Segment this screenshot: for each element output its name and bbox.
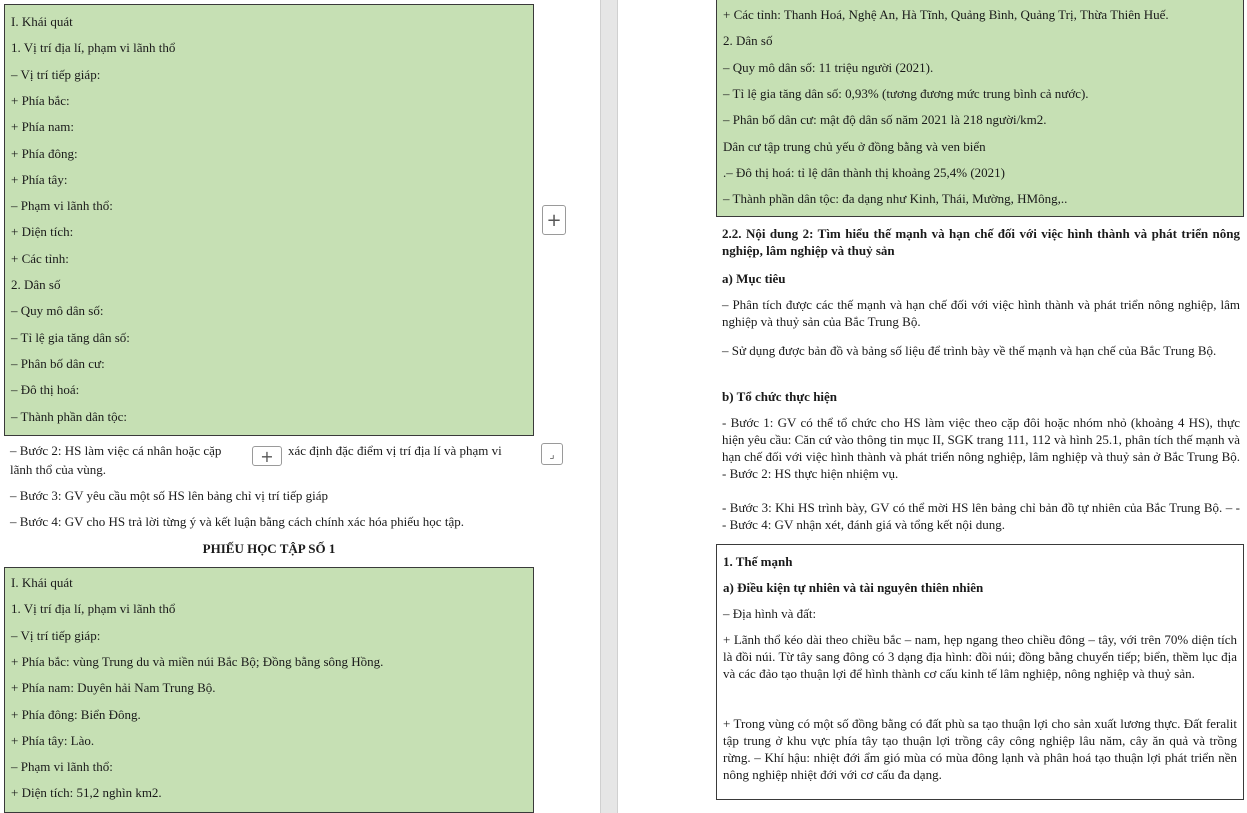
population-line: – Quy mô dân số: 11 triệu người (2021). [723,59,934,75]
strength-heading: 1. Thế mạnh [723,554,793,569]
worksheet-line: – Vị trí tiếp giáp: [11,66,101,82]
step4-text: – Bước 4: GV cho HS trả lời từng ý và kết luận bằng cách chính xác hóa phiếu học tập. [10,514,464,529]
plus-icon: + [546,209,562,231]
resize-icon: ⌟ [549,447,555,461]
insert-row-button[interactable] [252,446,282,466]
step2-text-a: – Bước 2: HS làm việc cá nhân hoặc cặp [10,443,222,458]
worksheet-line: – Tỉ lệ gia tăng dân số: [11,329,130,345]
worksheet-line: – Quy mô dân số: [11,303,104,319]
table-filled-worksheet[interactable] [4,567,534,813]
population-line: – Phân bố dân cư: mật độ dân số năm 2021 là 218 người/km2. [723,112,1047,128]
table-resize-handle[interactable] [541,443,563,465]
worksheet-line: I. Khái quát [11,14,73,29]
population-line: – Thành phần dân tộc: đa dạng như Kinh, Thái, Mường, HMông,.. [723,191,1068,207]
worksheet-line: + Diện tích: [11,224,74,240]
table-population-info[interactable] [716,0,1244,217]
worksheet-line: + Các tỉnh: [11,250,69,266]
worksheet-line: – Đô thị hoá: [11,382,80,398]
step2-text-c: lãnh thổ của vùng. [10,462,107,477]
organization-step1: - Bước 1: GV có thể tổ chức cho HS làm việc theo cặp đôi hoặc nhóm nhỏ (khoảng 4 HS), thực hiện yêu cầu: Căn cứ vào thông tin mục II, SGK trang 111, 112 và hình 25.1, phân tích thế mạnh và hạn chế đối với việc hình thành và phát triển nông nghiệp, lâm nghiệp và thuỷ sản ở Bắc Trung Bộ. - Bước 2: HS thực hiện nhiệm vụ. [722,415,1240,481]
objective-item-1: – Phân tích được các thế mạnh và hạn chế đối với việc hình thành và phát triển nông nghiệp, lâm nghiệp và thuỷ sản của Bắc Trung Bộ. [722,297,1240,329]
terrain-label: – Địa hình và đất: [723,606,817,621]
worksheet-title: PHIẾU HỌC TẬP SỐ 1 [202,541,336,556]
worksheet-line: – Phạm vi lãnh thổ: [11,759,113,775]
population-line: 2. Dân số [723,33,773,49]
strength-subheading: a) Điều kiện tự nhiên và tài nguyên thiên nhiên [723,580,984,595]
terrain-paragraph: + Lãnh thổ kéo dài theo chiều bắc – nam, hẹp ngang theo chiều đông – tây, với trên 70% diện tích là đồi núi. Từ tây sang đông có 3 dạng địa hình: đồi núi; đồng bằng chuyển tiếp; biển, thềm lục địa và các đảo tạo thuận lợi để hình thành cơ cấu kinh tế lâm nghiệp, nông nghiệp và thuỷ sản. [723,632,1237,681]
step3-text: – Bước 3: GV yêu cầu một số HS lên bảng chỉ vị trí tiếp giáp [10,488,329,503]
organization-heading: b) Tổ chức thực hiện [722,389,838,404]
plus-icon: + [260,446,274,466]
document-page-right [618,0,1247,813]
page-gutter [600,0,618,813]
population-line: Dân cư tập trung chủ yếu ở đồng bằng và ven biển [723,138,986,154]
worksheet-line: – Thành phần dân tộc: [11,408,128,424]
population-line: + Các tỉnh: Thanh Hoá, Nghệ An, Hà Tĩnh, Quảng Bình, Quảng Trị, Thừa Thiên Huế. [723,7,1169,22]
worksheet-line: + Phía nam: Duyên hải Nam Trung Bộ. [11,680,216,696]
worksheet-line: + Phía nam: [11,119,74,135]
table-strengths[interactable] [716,544,1244,800]
worksheet-line: – Vị trí tiếp giáp: [11,627,101,643]
step2-text-b: xác định đặc điểm vị trí địa lí và phạm vi [288,443,502,458]
document-page-left [0,0,600,813]
objective-item-2: – Sử dụng được bản đồ và bảng số liệu để trình bày về thế mạnh và hạn chế của Bắc Trung Bộ. [722,343,1217,358]
worksheet-line: 1. Vị trí địa lí, phạm vi lãnh thổ [11,40,176,56]
worksheet-line: 2. Dân số [11,277,61,292]
objective-heading: a) Mục tiêu [722,271,786,286]
population-line: .– Đô thị hoá: tỉ lệ dân thành thị khoảng 25,4% (2021) [723,164,1005,180]
worksheet-line: 1. Vị trí địa lí, phạm vi lãnh thổ [11,601,176,617]
plains-paragraph: + Trong vùng có một số đồng bằng có đất phù sa tạo thuận lợi cho sản xuất lương thực. Đất feralit tập trung ở khu vực phía tây tạo thuận lợi trồng cây công nghiệp lâu năm, cây ăn quả và trồng rừng. – Khí hậu: nhiệt đới ẩm gió mùa có mùa đông lạnh và phân hoá tạo thuận lợi phát triển nền nông nghiệp nhiệt đới với cơ cấu đa dạng. [723,716,1237,782]
worksheet-line: – Phân bố dân cư: [11,355,105,371]
population-line: – Tỉ lệ gia tăng dân số: 0,93% (tương đương mức trung bình cả nước). [723,85,1089,101]
worksheet-line: + Phía bắc: vùng Trung du và miền núi Bắc Bộ; Đồng bằng sông Hồng. [11,653,384,669]
worksheet-line: I. Khái quát [11,575,73,590]
worksheet-line: – Phạm vi lãnh thổ: [11,198,113,214]
worksheet-line: + Phía bắc: [11,92,70,108]
worksheet-line: + Phía đông: [11,145,78,161]
section-heading: 2.2. Nội dung 2: Tìm hiểu thế mạnh và hạn chế đối với việc hình thành và phát triển nông nghiệp, lâm nghiệp và thuỷ sản [722,226,1240,258]
organization-step3: - Bước 3: Khi HS trình bày, GV có thể mời HS lên bảng chỉ bản đồ tự nhiên của Bắc Trung Bộ. – - - Bước 4: GV nhận xét, đánh giá và tổng kết nội dung. [722,500,1240,532]
worksheet-line: + Phía đông: Biển Đông. [11,706,141,722]
table-blank-worksheet[interactable] [4,4,534,436]
worksheet-line: + Phía tây: [11,171,68,187]
worksheet-line: + Phía tây: Lào. [11,732,95,748]
worksheet-line: + Diện tích: 51,2 nghìn km2. [11,785,162,801]
add-row-button[interactable] [542,205,566,235]
